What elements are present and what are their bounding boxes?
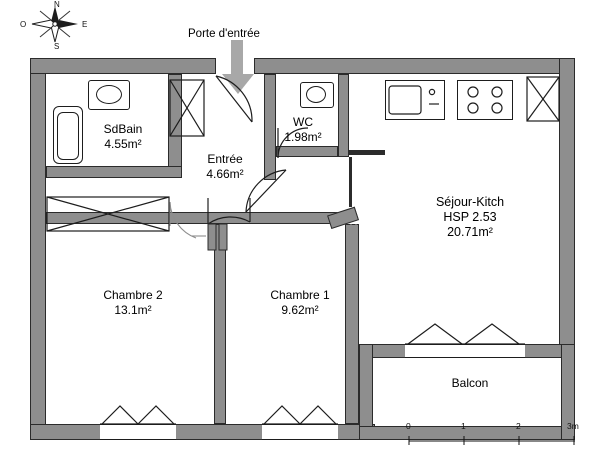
- room-area-wc: 1.98m²: [284, 130, 322, 144]
- room-label-wc: [268, 115, 338, 145]
- room-name-entree: Entrée: [207, 152, 243, 166]
- room-area-bedroom2: 13.1m²: [114, 303, 152, 317]
- entry-door-caption: Porte d'entrée: [188, 28, 260, 40]
- compass-label-west: O: [20, 20, 27, 29]
- wall-bathroom-bottom: [46, 166, 182, 178]
- sink-bowl: [96, 85, 122, 104]
- scale-tick-0: 0: [406, 421, 411, 431]
- door-swing-icon-bathroom: [164, 78, 208, 140]
- window-icon-bedroom2: [100, 424, 176, 440]
- bathtub-inner: [57, 112, 79, 160]
- room-area-sejour: 20.71m²: [447, 225, 493, 239]
- room-name-sdbain: SdBain: [103, 122, 143, 136]
- room-note-sejour: HSP 2.53: [443, 210, 497, 224]
- compass-rose-icon: [18, 2, 92, 50]
- wardrobe-icon-kitchen: [526, 76, 562, 124]
- window-shutter-sejour: [405, 320, 525, 346]
- room-name-balcon: Balcon: [451, 376, 489, 390]
- cooktop-burners: [457, 80, 513, 120]
- door-detail-sejour: [348, 224, 360, 252]
- toilet-bowl: [306, 86, 326, 103]
- room-label-bedroom2: [78, 288, 188, 318]
- kitchen-sink-detail: [385, 80, 445, 120]
- room-label-balcon: [420, 376, 520, 391]
- compass-label-north: N: [54, 0, 60, 9]
- compass-label-south: S: [54, 42, 60, 51]
- scale-tick-1: 1: [461, 421, 466, 431]
- room-label-sejour: [400, 195, 540, 240]
- wardrobe-icon-bedroom2: [46, 196, 170, 236]
- room-label-entree: [180, 152, 270, 182]
- room-name-bedroom1: Chambre 1: [270, 288, 330, 302]
- exterior-wall-top-left: [30, 58, 216, 74]
- room-area-entree: 4.66m²: [206, 167, 244, 181]
- window-shutter-bedroom1: [262, 402, 338, 426]
- scale-tick-3: 3m: [567, 421, 579, 431]
- scale-tick-2: 2: [516, 421, 521, 431]
- window-icon-bedroom1: [262, 424, 338, 440]
- scale-bar: [405, 421, 580, 448]
- room-label-bedroom1: [245, 288, 355, 318]
- exterior-wall-top-right: [254, 58, 575, 74]
- wall-wc-stub: [349, 150, 385, 155]
- wall-sejour-left-upper: [349, 157, 352, 207]
- room-area-sdbain: 4.55m²: [104, 137, 142, 151]
- room-name-bedroom2: Chambre 2: [103, 288, 163, 302]
- window-shutter-bedroom2: [100, 402, 176, 426]
- room-label-sdbain: [78, 122, 168, 152]
- wall-between-bedrooms: [214, 224, 226, 424]
- exterior-wall-left: [30, 58, 46, 440]
- room-area-bedroom1: 9.62m²: [281, 303, 319, 317]
- wall-bedroom1-sejour: [345, 224, 359, 424]
- wall-wc-right: [338, 74, 349, 157]
- door-swing-icon-entry: [212, 74, 268, 130]
- window-icon-sejour: [405, 344, 525, 358]
- room-name-wc: WC: [293, 115, 313, 129]
- room-name-sejour: Séjour-Kitch: [435, 195, 505, 209]
- compass-label-east: E: [82, 20, 88, 29]
- door-jamb-bedrooms: [206, 224, 230, 252]
